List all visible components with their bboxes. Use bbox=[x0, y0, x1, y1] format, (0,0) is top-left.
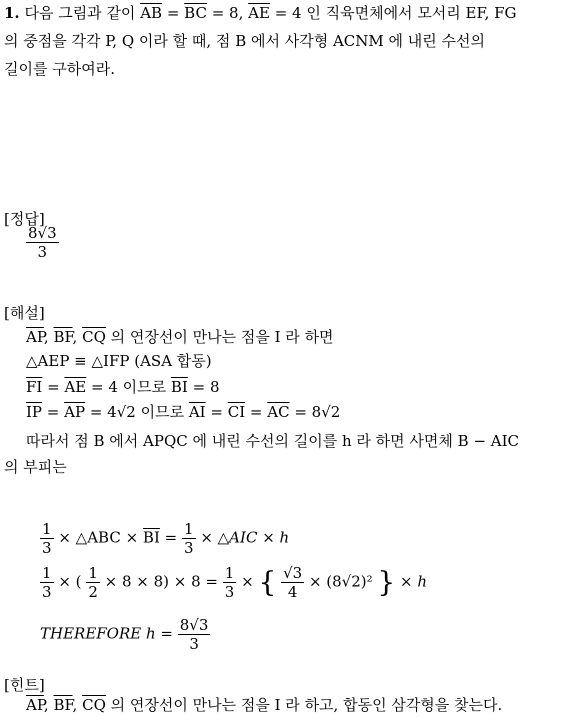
therefore-text: THEREFORE h = bbox=[40, 624, 178, 643]
segment-ip: $\overline{IP}$ bbox=[26, 403, 43, 421]
problem-line-2: 의 중점을 각각 P, Q 이라 할 때, 점 B 에서 사각형 ACNM 에 내린 수선의 bbox=[4, 32, 486, 50]
segment-cq: $\overline{CQ}$ bbox=[82, 696, 106, 714]
frac-den: 3 bbox=[183, 539, 194, 557]
frac-num: 1 bbox=[42, 520, 52, 538]
solution-line-3 bbox=[26, 378, 220, 396]
brace-close: } bbox=[377, 565, 396, 599]
equation-3 bbox=[40, 616, 210, 653]
frac-num: 1 bbox=[42, 564, 52, 582]
solution-line-6: 의 부피는 bbox=[4, 458, 67, 476]
frac-num: 1 bbox=[183, 520, 194, 538]
solution-text: = 4√2 이므로 bbox=[85, 403, 189, 421]
equals: = bbox=[159, 528, 182, 547]
eq-text: × h bbox=[400, 572, 428, 591]
eq-text: × (8√2)² bbox=[308, 572, 378, 591]
equation-1 bbox=[40, 520, 289, 557]
problem-line-3: 길이를 구하여라. bbox=[4, 60, 115, 78]
segment-cq: $\overline{CQ}$ bbox=[82, 328, 106, 346]
solution-text: 의 연장선이 만나는 점을 I 라 하면 bbox=[105, 328, 334, 346]
segment-bi: $\overline{BI}$ bbox=[170, 378, 188, 396]
segment-bf: $\overline{BF}$ bbox=[53, 696, 73, 714]
solution-line-4 bbox=[26, 403, 340, 421]
frac-den: 3 bbox=[224, 583, 235, 601]
segment-fi: $\overline{FI}$ bbox=[26, 378, 43, 396]
answer-fraction bbox=[26, 224, 59, 261]
eq-text: × bbox=[241, 572, 259, 591]
problem-line-1 bbox=[4, 4, 517, 22]
solution-line-1: $\overline{AP}$, $\overline{BF}$, $\overline{CQ}$ 의 연장선이 만나는 점을 I 라 하면 bbox=[26, 328, 334, 346]
segment-ap: $\overline{AP}$ bbox=[26, 328, 44, 346]
segment-bi: $\overline{BI}$ bbox=[142, 528, 160, 547]
eq-text: × △ABC × bbox=[58, 528, 143, 547]
solution-label: [해설] bbox=[4, 304, 45, 322]
segment-ae: $\overline{AE}$ bbox=[248, 4, 270, 22]
frac-num: 1 bbox=[88, 564, 98, 582]
segment-ai: $\overline{AI}$ bbox=[188, 403, 206, 421]
answer-numerator: 8√3 bbox=[28, 224, 57, 242]
problem-number: 1. bbox=[4, 4, 20, 22]
segment-ci: $\overline{CI}$ bbox=[227, 403, 246, 421]
segment-ap: $\overline{AP}$ bbox=[64, 403, 86, 421]
frac-num: √3 bbox=[283, 564, 303, 582]
problem-text: 다음 그림과 같이 bbox=[24, 4, 136, 22]
segment-ab: $\overline{AB}$ bbox=[140, 4, 163, 22]
frac-den: 2 bbox=[88, 583, 98, 601]
brace-open: { bbox=[258, 565, 277, 599]
hint-line: $\overline{AP}$, $\overline{BF}$, $\overline{CQ}$ 의 연장선이 만나는 점을 I 라 하고, 합동인 삼각형을 찾는다. bbox=[26, 696, 503, 714]
equals-8: = 8 bbox=[187, 378, 220, 396]
segment-bf: $\overline{BF}$ bbox=[53, 328, 73, 346]
problem-text-cont: = 4 인 직육면체에서 모서리 EF, FG bbox=[269, 4, 517, 22]
segment-ae: $\overline{AE}$ bbox=[64, 378, 87, 396]
equals: = bbox=[205, 403, 228, 421]
equals-8: = 8, bbox=[206, 4, 249, 22]
equation-2 bbox=[40, 564, 427, 601]
hint-text: 의 연장선이 만나는 점을 I 라 하고, 합동인 삼각형을 찾는다. bbox=[105, 696, 503, 714]
frac-den: 4 bbox=[287, 583, 298, 601]
frac-den: 3 bbox=[42, 583, 52, 601]
answer-denominator: 3 bbox=[37, 243, 48, 261]
equals: = bbox=[162, 4, 185, 22]
segment-ap: $\overline{AP}$ bbox=[26, 696, 44, 714]
solution-text: = 4 이므로 bbox=[86, 378, 171, 396]
eq-text: × △AIC × h bbox=[200, 528, 290, 547]
hint-label: [힌트] bbox=[4, 676, 45, 694]
frac-den: 3 bbox=[42, 539, 52, 557]
frac-num: 8√3 bbox=[179, 616, 209, 634]
equals: = bbox=[42, 378, 65, 396]
solution-line-5: 따라서 점 B 에서 APQC 에 내린 수선의 길이를 h 라 하면 사면체 B − AIC bbox=[26, 432, 520, 450]
eq-text: × ( bbox=[58, 572, 82, 591]
segment-ac: $\overline{AC}$ bbox=[267, 403, 290, 421]
solution-value: = 8√2 bbox=[289, 403, 341, 421]
solution-line-2: △AEP ≡ △IFP (ASA 합동) bbox=[26, 352, 212, 370]
frac-den: 3 bbox=[189, 635, 199, 653]
eq-text: × 8 × 8) × 8 = bbox=[104, 572, 223, 591]
equals: = bbox=[245, 403, 268, 421]
frac-num: 1 bbox=[224, 564, 235, 582]
equals: = bbox=[42, 403, 65, 421]
segment-bc: $\overline{BC}$ bbox=[184, 4, 207, 22]
answer-label: [정답] bbox=[4, 210, 45, 228]
